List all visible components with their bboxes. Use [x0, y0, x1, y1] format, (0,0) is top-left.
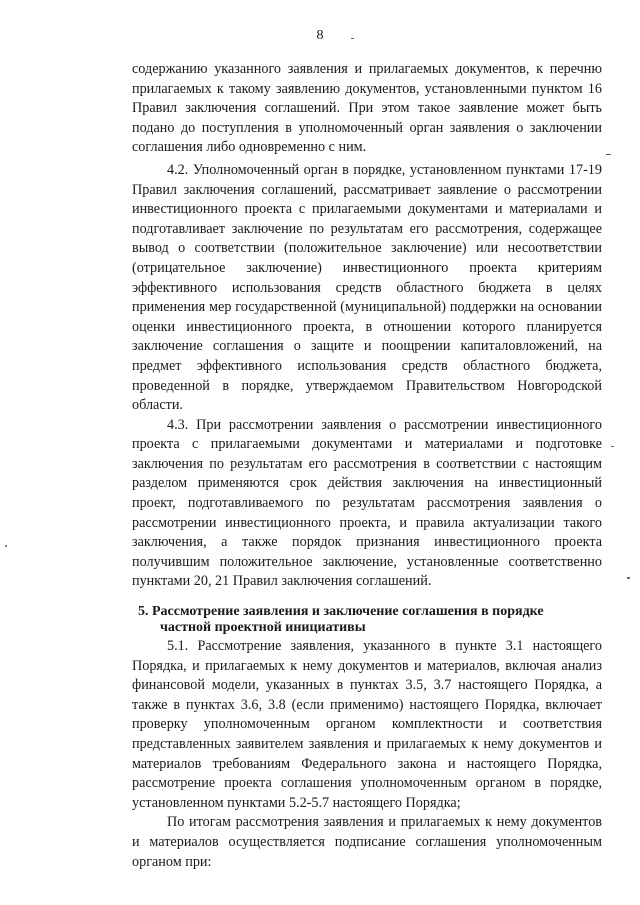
paragraph-4-2: 4.2. Уполномоченный орган в порядке, установленном пунктами 17-19 Правил заключения соглашений, рассматривает заявление о рассмотрении инвестиционного проекта с прилагаемыми документами и материалами и подготавливает заключение по результатам его рассмотрения, содержащее вывод о соответствии (положительное заключение) или несоответствии (отрицательное заключение) инвестиционного проекта критериям эффективного использования средств областного бюджета в целях применения мер государственной (муниципальной) поддержки на основании оценки инвестиционного проекта, в отношении которого планируется заключение соглашения о защите и поощрении капиталовложений, на предмет эффективного использования средств областного бюджета, проведенной в порядке, утверждаемом Правительством Новгородской области. [132, 161, 602, 414]
paragraph-continuation: содержанию указанного заявления и прилагаемых документов, к перечню прилагаемых к такому заявлению документов, установленными пунктом 16 Правил заключения соглашений. При этом такое заявление может быть подано до поступления в уполномоченный орган заявления о заключении соглашения либо одновременно с ним. [132, 61, 602, 156]
section-5-title-line1: 5. Рассмотрение заявления и заключение соглашения в порядке [138, 604, 544, 620]
paragraph-5-1: 5.1. Рассмотрение заявления, указанного в пункте 3.1 настоящего Порядка, и прилагаемых к нему документов и материалов, включая анализ финансовой модели, указанных в пунктах 3.5, 3.7 настоящего Порядка, а также в пунктах 3.6, 3.8 (если применимо) настоящего Порядка, включает проверку уполномоченным органом комплектности и соответствия представленных заявителем заявления и прилагаемых к нему документов и материалов требованиям Федерального закона и настоящего Порядка, рассмотрение проекта соглашения уполномоченным органом в порядке, установленном пунктами 5.2-5.7 настоящего Порядка; [132, 638, 602, 811]
page-number: 8 [316, 28, 324, 43]
section-5-heading [132, 604, 602, 636]
scan-mark [627, 577, 630, 579]
scan-mark [611, 446, 614, 447]
paragraph-final: По итогам рассмотрения заявления и прилагаемых к нему документов и материалов осуществляется подписание соглашения уполномоченным органом при: [132, 814, 602, 870]
scan-mark [5, 545, 7, 547]
document-body [132, 60, 602, 872]
paragraph-4-3: 4.3. При рассмотрении заявления о рассмотрении инвестиционного проекта с прилагаемыми документами и материалами и подготовке заключения по результатам его рассмотрения в соответствии с настоящим разделом применяются срок действия заключения на инвестиционный проект, подготавливаемого по результатам рассмотрения заявления о рассмотрении инвестиционного проекта, и правила актуализации такого заключения, а также порядок признания инвестиционного проекта получившим положительное заключение, установленные соответственно пунктами 20, 21 Правил заключения соглашений. [132, 416, 602, 590]
section-5-title-line2: частной проектной инициативы [160, 620, 366, 636]
scan-mark [606, 154, 611, 155]
scan-mark [351, 38, 354, 39]
